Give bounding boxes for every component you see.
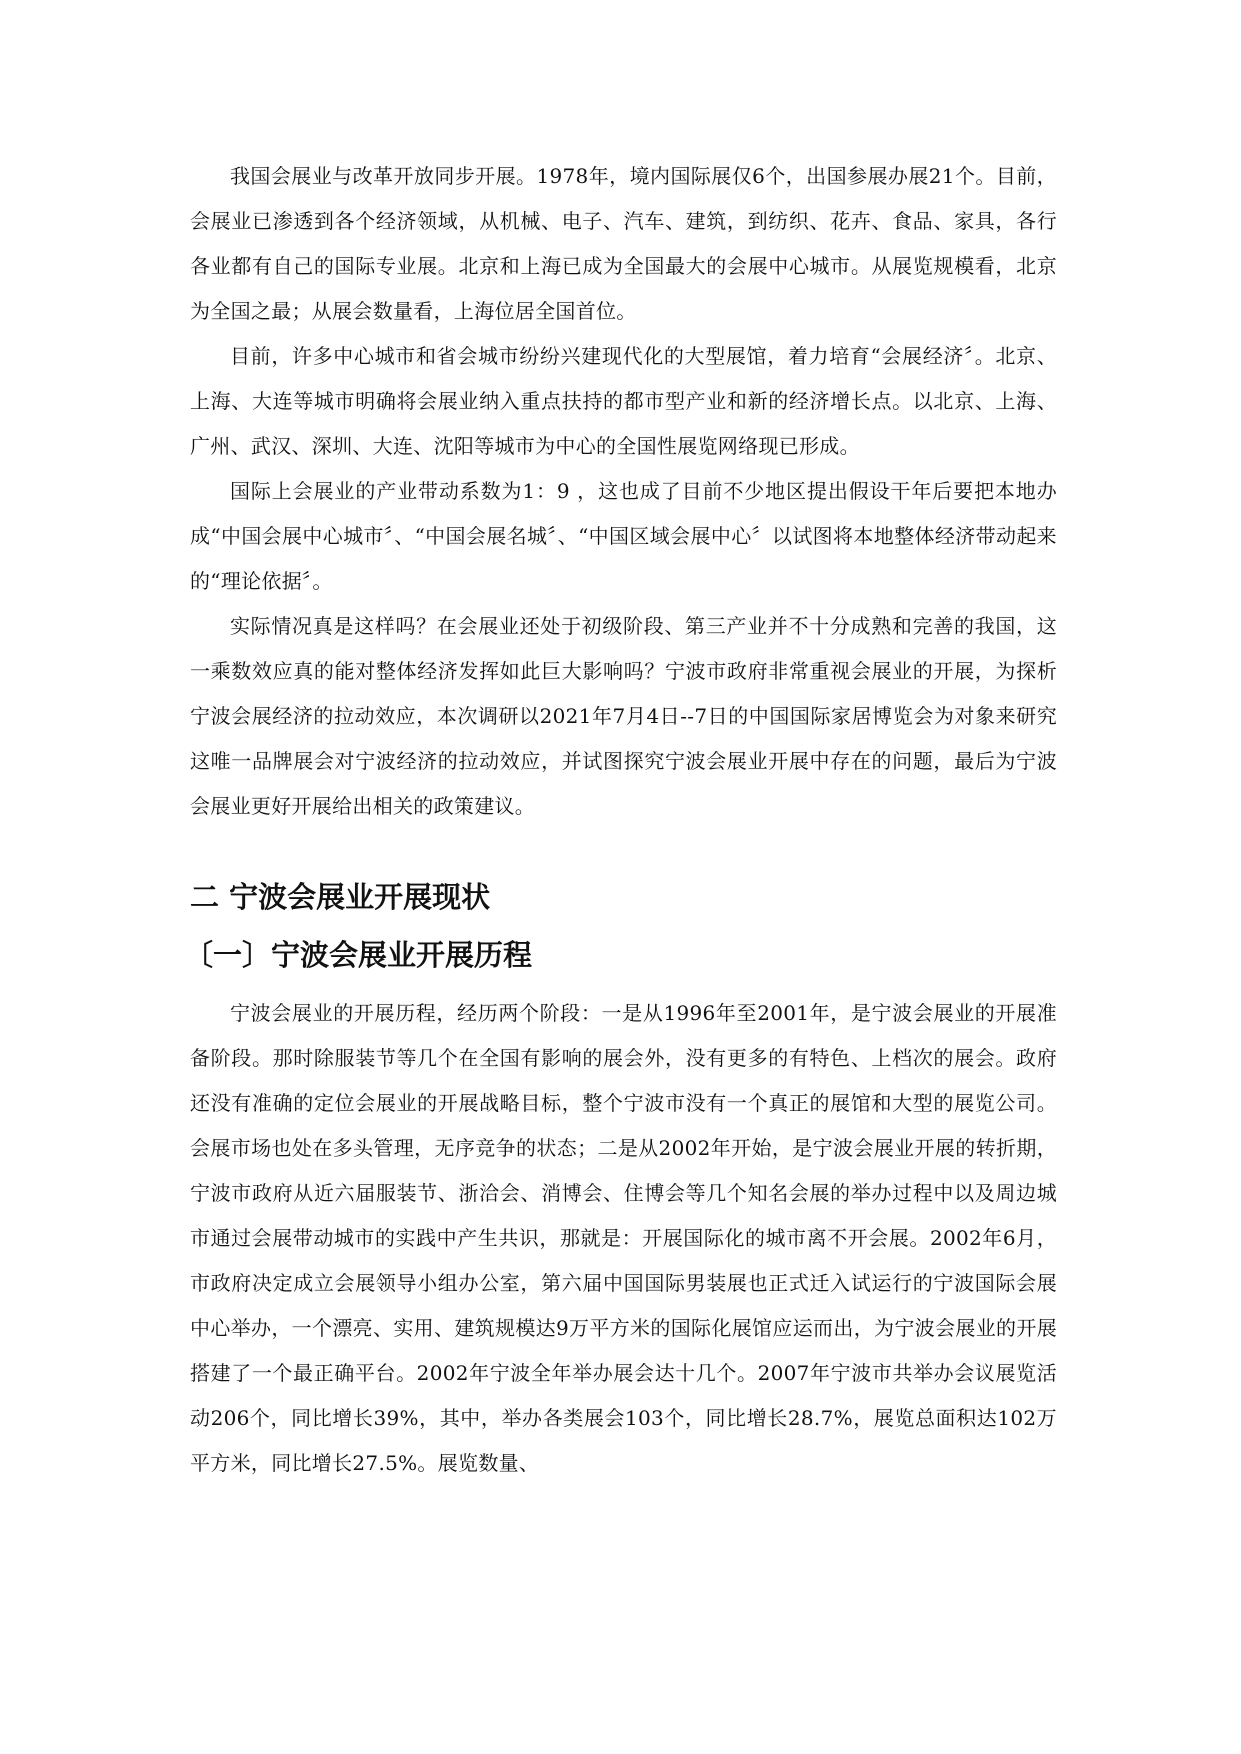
subsection-heading: 〔一〕宁波会展业开展历程 (184, 938, 533, 972)
intro-paragraph-4: 实际情况真是这样吗？在会展业还处于初级阶段、第三产业并不十分成熟和完善的我国，这一乘数效应真的能对整体经济发挥如此巨大影响吗？宁波市政府非常重视会展业的开展，为探析宁波会展经济的拉动效应，本次调研以2021年7月4日--7日的中国国际家居博览会为对象来研究这唯一品牌展会对宁波经济的拉动效应，并试图探究宁波会展业开展中存在的问题，最后为宁波会展业更好开展给出相关的政策建议。 (190, 614, 1057, 818)
intro-paragraph-3: 国际上会展业的产业带动系数为1：9 ，这也成了目前不少地区提出假设干年后要把本地办成“中国会展中心城市〞、“中国会展名城〞、“中国区域会展中心〞以试图将本地整体经济带动起来的“理论依据〞。 (190, 479, 1057, 593)
page-content (184, 154, 1057, 1486)
section-heading: 二 宁波会展业开展现状 (190, 880, 491, 914)
history-paragraph: 宁波会展业的开展历程，经历两个阶段：一是从1996年至2001年，是宁波会展业的开展准备阶段。那时除服装节等几个在全国有影响的展会外，没有更多的有特色、上档次的展会。政府还没有准确的定位会展业的开展战略目标，整个宁波市没有一个真正的展馆和大型的展览公司。会展市场也处在多头管理，无序竞争的状态；二是从2002年开始，是宁波会展业开展的转折期，宁波市政府从近六届服装节、浙洽会、消博会、住博会等几个知名会展的举办过程中以及周边城市通过会展带动城市的实践中产生共识，那就是：开展国际化的城市离不开会展。2002年6月，市政府决定成立会展领导小组办公室，第六届中国国际男装展也正式迁入试运行的宁波国际会展中心举办，一个漂亮、实用、建筑规模达9万平方米的国际化展馆应运而出，为宁波会展业的开展搭建了一个最正确平台。2002年宁波全年举办展会达十几个。2007年宁波市共举办会议展览活动206个，同比增长39%，其中，举办各类展会103个，同比增长28.7%，展览总面积达102万平方米，同比增长27.5%。展览数量、 (190, 1001, 1057, 1475)
intro-paragraph-1: 我国会展业与改革开放同步开展。1978年，境内国际展仅6个，出国参展办展21个。目前，会展业已渗透到各个经济领域，从机械、电子、汽车、建筑，到纺织、花卉、食品、家具，各行各业都有自己的国际专业展。北京和上海已成为全国最大的会展中心城市。从展览规模看，北京为全国之最；从展会数量看，上海位居全国首位。 (190, 164, 1057, 323)
intro-paragraph-2: 目前，许多中心城市和省会城市纷纷兴建现代化的大型展馆，着力培育“会展经济〞。北京、上海、大连等城市明确将会展业纳入重点扶持的都市型产业和新的经济增长点。以北京、上海、广州、武汉、深圳、大连、沈阳等城市为中心的全国性展览网络现已形成。 (190, 344, 1057, 458)
